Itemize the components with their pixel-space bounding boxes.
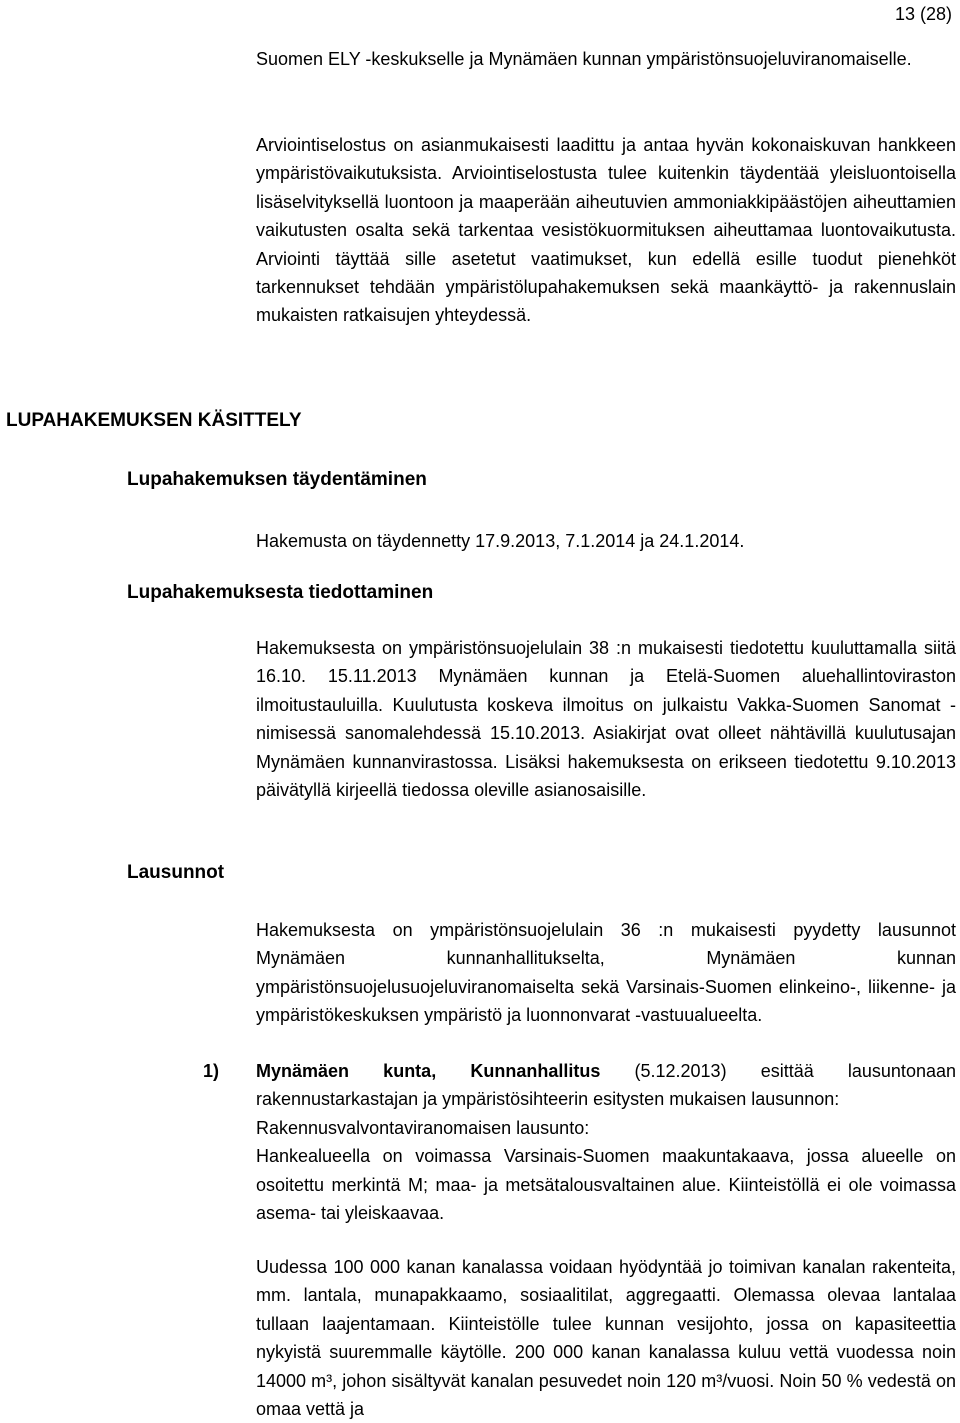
page-number: 13 (28) bbox=[894, 4, 952, 24]
statement-item-1-paragraph-2: Uudessa 100 000 kanan kanalassa voidaan hyödyntää jo toimivan kanalan rakenteita, mm. lantala, munapakkaamo, sosiaalitilat, aggregaatti. Olemassa olevaa lantalaa tullaan laajentamaan. Kiinteistölle tulee kunnan vesijohto, jossa on kapasiteettia nykyistä suuremmalle käytölle. 200 000 kanan kanalassa kuluu vettä vuodessa noin 14000 m³, johon sisältyvät kanalan pesuvedet noin 120 m³/vuosi. Noin 50 % vedestä on omaa vettä ja bbox=[256, 1257, 956, 1420]
section-heading: LUPAHAKEMUKSEN KÄSITTELY bbox=[6, 410, 302, 431]
statements-heading: Lausunnot bbox=[127, 862, 225, 883]
notification-heading: Lupahakemuksesta tiedottaminen bbox=[127, 582, 434, 603]
statement-item-1-lead: (5.12.2013) esittää lausuntonaan rakennustarkastajan ja ympäristösihteerin esitysten mukaisen lausunnon: bbox=[256, 1061, 956, 1110]
list-item-number: 1) bbox=[203, 1061, 220, 1081]
supplement-heading: Lupahakemuksen täydentäminen bbox=[127, 469, 427, 490]
intro-paragraph-1: Suomen ELY -keskukselle ja Mynämäen kunnan ympäristönsuojeluviranomaiselle. bbox=[256, 49, 912, 69]
statement-item-1 bbox=[256, 1057, 956, 1227]
statement-item-1-title: Mynämäen kunta, Kunnanhallitus bbox=[256, 1061, 601, 1081]
statements-text: Hakemuksesta on ympäristönsuojelulain 36 :n mukaisesti pyydetty lausunnot Mynämäen kunnanhallitukselta, Mynämäen kunnan ympäristönsuojelusuojeluviranomaiselta sekä Varsinais-Suomen elinkeino-, liikenne- ja ympäristökeskuksen ympäristö ja luonnonvarat -vastuualueelta. bbox=[256, 920, 956, 1026]
notification-text: Hakemuksesta on ympäristönsuojelulain 38 :n mukaisesti tiedotettu kuuluttamalla siitä 16.10. 15.11.2013 Mynämäen kunnan ja Etelä-Suomen aluehallintoviraston ilmoitustauluilla. Kuulutusta koskeva ilmoitus on julkaistu Vakka-Suomen Sanomat -nimisessä sanomalehdessä 15.10.2013. Asiakirjat ovat olleet nähtävillä kuulutusajan Mynämäen kunnanvirastossa. Lisäksi hakemuksesta on erikseen tiedotettu 9.10.2013 päivätyllä kirjeellä tiedossa oleville asianosaisille. bbox=[256, 638, 956, 801]
intro-paragraph-2: Arviointiselostus on asianmukaisesti laadittu ja antaa hyvän kokonaiskuvan hankkeen ympäristövaikutuksista. Arviointiselostusta tulee kuitenkin täydentää yleisluontoisella lisäselvityksellä luontoon ja maaperään aiheutuvien ammoniakkipäästöjen aiheuttamien vaikutusten osalta sekä tarkentaa vesistökuormituksen aiheuttamaa luontovaikutusta. Arviointi täyttää sille asetetut vaatimukset, kun edellä esille tuodut pienehköt tarkennukset tehdään ympäristölupahakemuksen sekä maankäyttö- ja rakennuslain mukaisten ratkaisujen yhteydessä. bbox=[256, 135, 956, 326]
statement-item-1-body: Hankealueella on voimassa Varsinais-Suomen maakuntakaava, jossa alueelle on osoitettu merkintä M; maa- ja metsätalousvaltainen alue. Kiinteistöllä ei ole voimassa asema- tai yleiskaavaa. bbox=[256, 1146, 956, 1224]
statement-item-1-subheading: Rakennusvalvontaviranomaisen lausunto: bbox=[256, 1117, 590, 1138]
supplement-text: Hakemusta on täydennetty 17.9.2013, 7.1.2014 ja 24.1.2014. bbox=[256, 531, 745, 551]
